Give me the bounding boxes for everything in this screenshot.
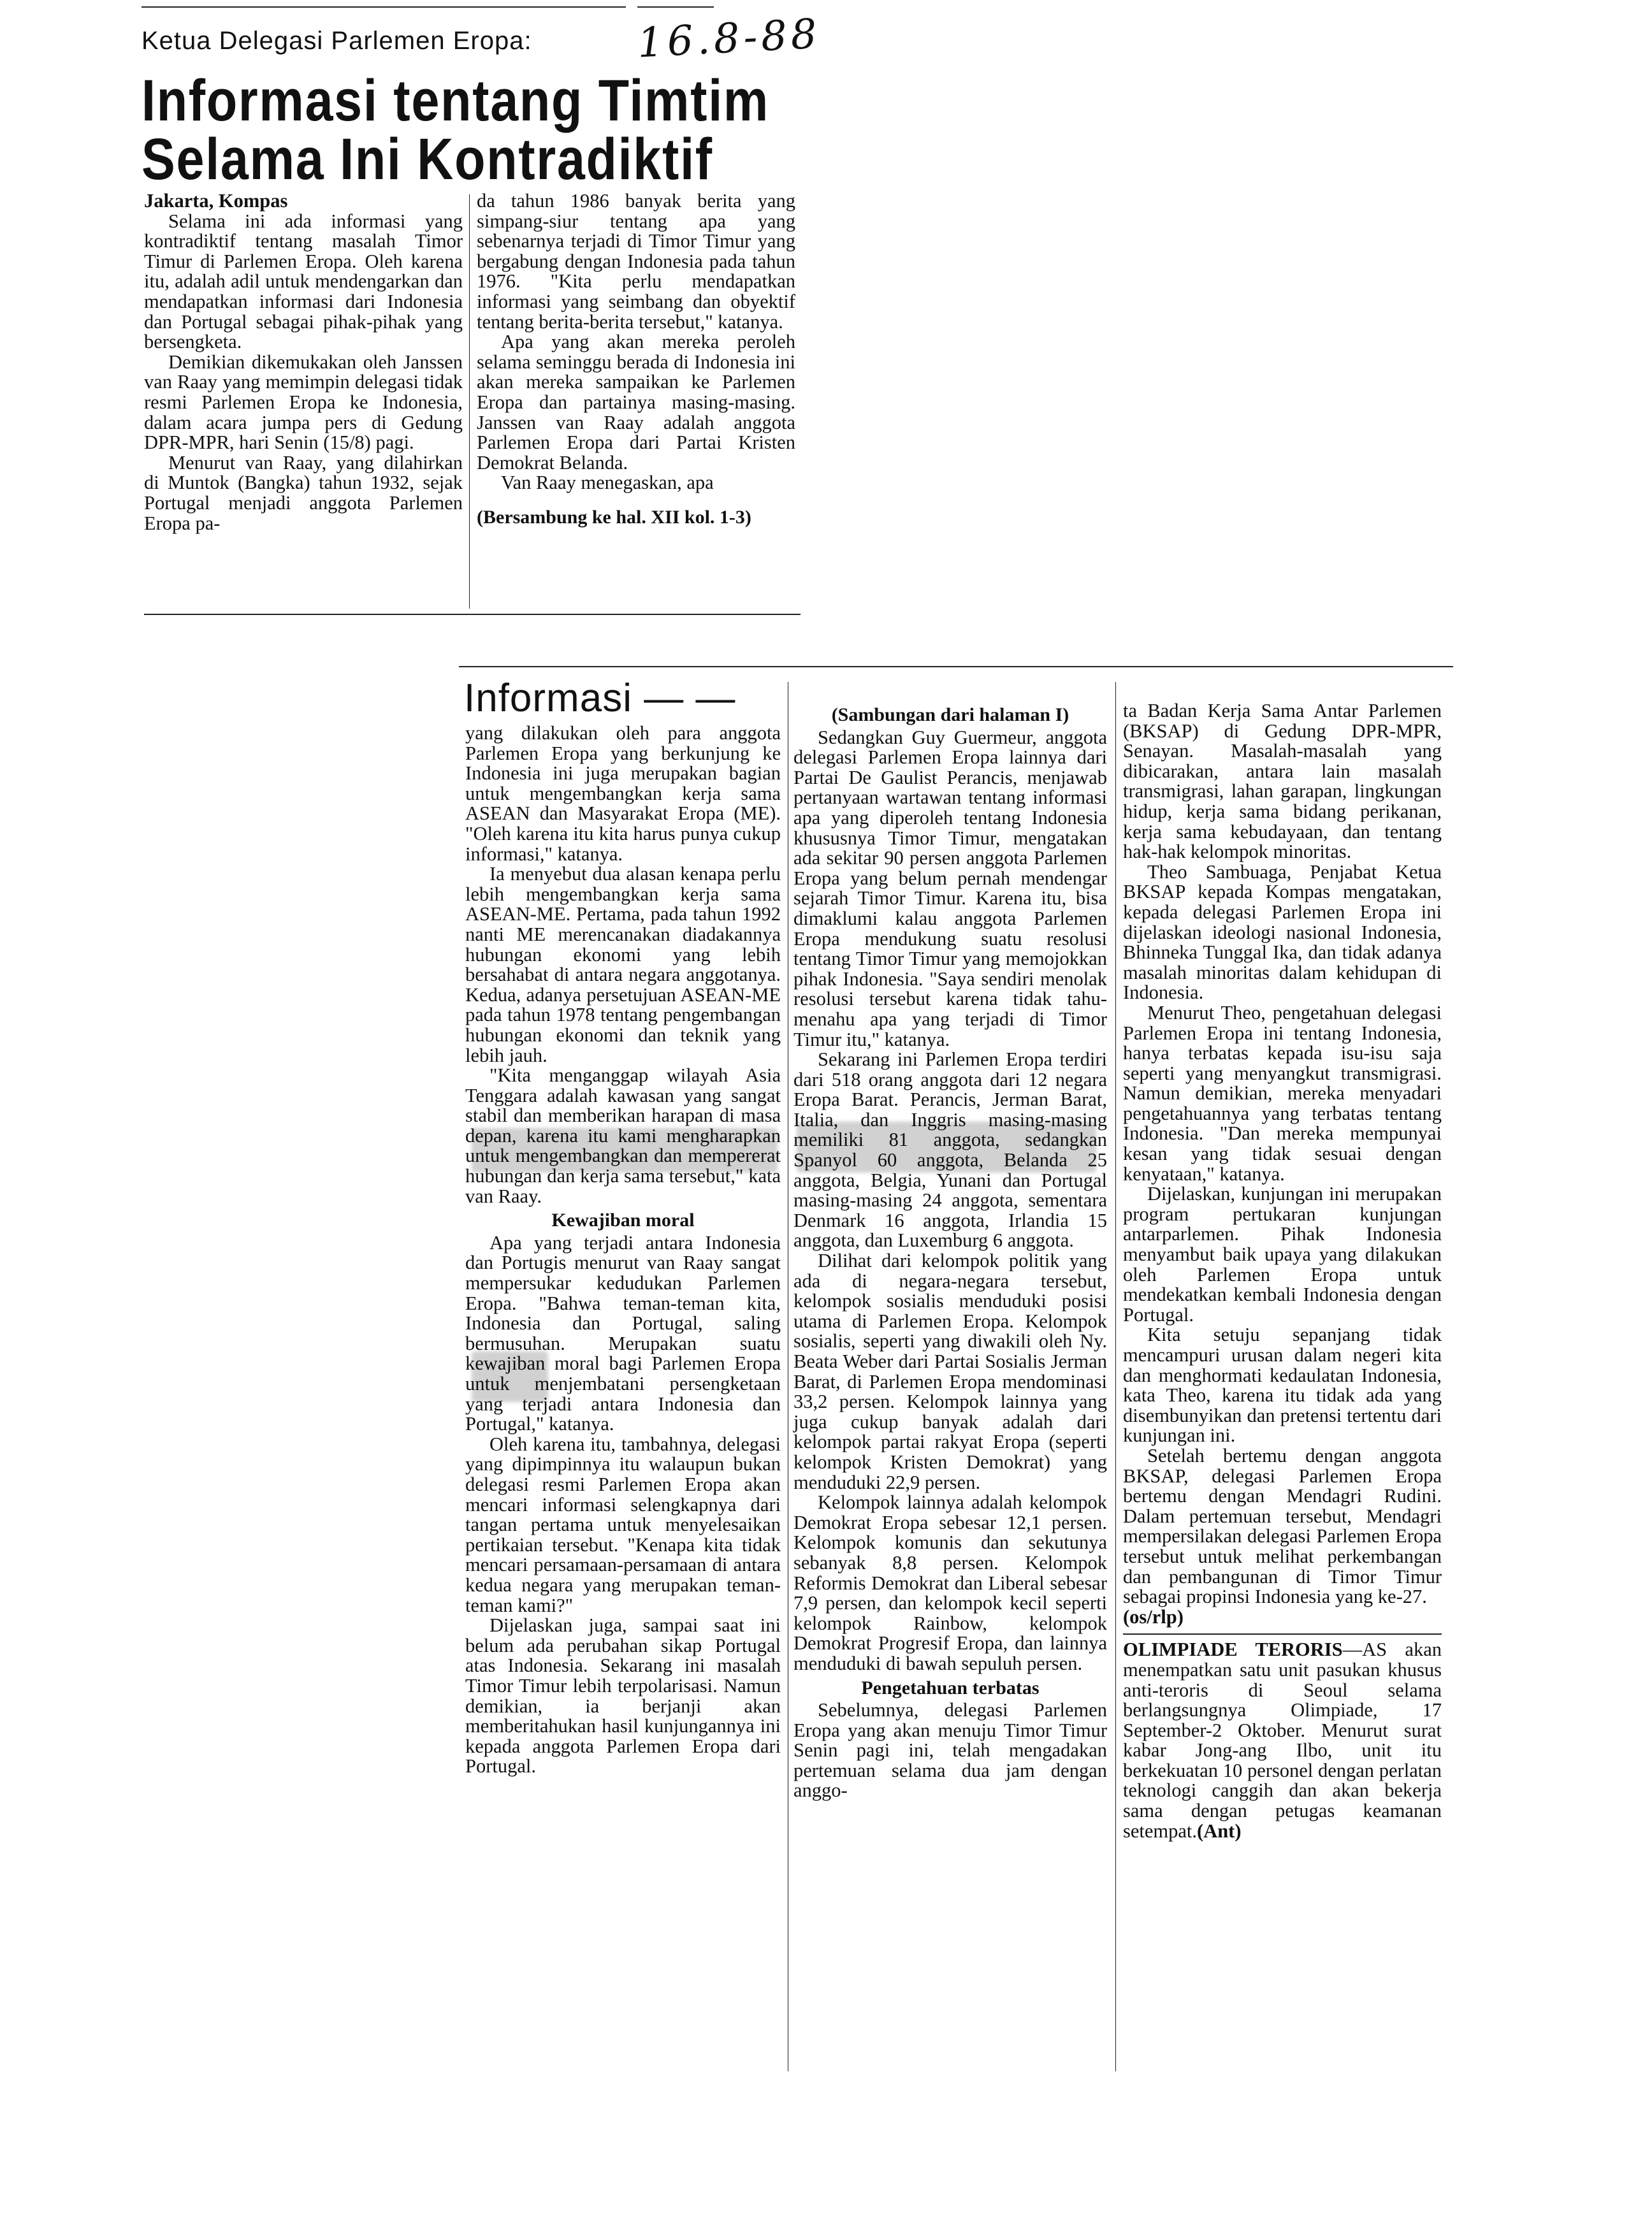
brief-divider [1123,1633,1442,1635]
dateline: Jakarta, Kompas [144,190,288,212]
paragraph: Van Raay menegaskan, apa [501,472,714,494]
cont-top-rule [459,666,1453,667]
column-divider [469,194,470,609]
paragraph: yang dilakukan oleh para anggota Parlemen Eropa yang berkunjung ke Indonesia ini juga merupakan bagian untuk mengembangkan kerja sama ASEAN dan Masyarakat Eropa (ME). "Oleh karena itu kita harus punya cukup informasi," katanya. [465,722,781,865]
paragraph: Kita setuju sepanjang tidak mencampuri urusan dalam negeri kita dan menghormati kedaulatan Indonesia, kata Theo, karena itu tidak ada yang disembunyikan dan pretensi tertentu dari kunjungan ini. [1123,1324,1442,1447]
paragraph: Dilihat dari kelompok politik yang ada di negara-negara tersebut, kelompok sosialis menduduki posisi utama di Parlemen Eropa. Kelompok sosialis, seperti yang diwakili oleh Ny. Beata Weber dari Partai Sosialis Jerman Barat, di Parlemen Eropa mendominasi 33,2 persen. Kelompok lainnya yang juga cukup banyak adalah dari kelompok partai rakyat Eropa (seperti kelompok Kristen Demokrat) yang menduduki 22,9 persen. [793,1250,1107,1493]
continued-from-header: (Sambungan dari halaman I) [831,704,1069,725]
top-rule-left [141,6,626,8]
paragraph: Apa yang akan mereka peroleh selama seminggu berada di Indonesia ini akan mereka sampaikan ke Parlemen Eropa dan partainya masing-masing. Janssen van Raay adalah anggota Parlemen Eropa dari Partai Kristen Demokrat Belanda. [477,331,795,474]
paragraph: Dijelaskan juga, sampai saat ini belum ada perubahan sikap Portugal atas Indonesia. Sekarang ini masalah Timor Timur lebih terpolarisasi. Namun demikian, ia berjanji akan memberitahukan hasil kunjungannya ini kepada anggota Parlemen Eropa dari Portugal. [465,1614,781,1777]
ink-smudge [797,1122,1096,1173]
cont-divider-2 [1115,682,1116,2071]
author-sign: (os/rlp) [1123,1605,1184,1628]
brief-text: —AS akan menempatkan satu unit pasukan khusus anti-teroris di Seoul selama berlangsungnya Olimpiade, 17 September-2 Oktober. Menurut surat kabar Jong-ang Ilbo, unit itu berkekuatan 10 personel dengan perlatan teknologi canggih dan akan bekerja sama dengan petugas keamanan setempat. [1123,1639,1442,1842]
paragraph: Ia menyebut dua alasan kenapa perlu lebih mengembangkan kerja sama ASEAN-ME. Pertama, pada tahun 1992 nanti ME merencanakan diadakannya hubungan ekonomi yang lebih bersahabat di antara negara anggotanya. Kedua, adanya persetujuan ASEAN-ME pada tahun 1978 tentang pengembangan hubungan ekonomi dan teknik yang lebih jauh. [465,863,781,1066]
paragraph: ta Badan Kerja Sama Antar Parlemen (BKSAP) di Gedung DPR-MPR, Senayan. Masalah-masalah yang dibicarakan, antara lain masalah transmigrasi, lahan garapan, lingkungan hidup, kerja sama bidang perikanan, kerja sama kebudayaan, dan tentang hak-hak kelompok minoritas. [1123,700,1442,863]
paragraph: Demikian dikemukakan oleh Janssen van Raay yang memimpin delegasi tidak resmi Parlemen Eropa ke Indonesia, dalam acara jumpa pers di Gedung DPR-MPR, hari Senin (15/8) pagi. [144,351,463,454]
cont-column-2 [793,701,1107,1801]
paragraph: Menurut van Raay, yang dilahirkan di Muntok (Bangka) tahun 1932, sejak Portugal menjadi anggota Parlemen Eropa pa- [144,451,463,534]
paragraph: Kelompok lainnya adalah kelompok Demokrat Eropa sebesar 12,1 persen. Kelompok komunis dan sekutunya sebanyak 8,8 persen. Kelompok Reformis Demokrat dan Liberal sebesar 7,9 persen, dan kelompok kecil seperti kelompok Rainbow, kelompok Demokrat Progresif Eropa, dan lainnya menduduki di bawah sepuluh persen. [793,1491,1107,1674]
paragraph: Sebelumnya, delegasi Parlemen Eropa yang akan menuju Timor Timur Senin pagi ini, telah mengadakan pertemuan selama dua jam dengan anggo- [793,1699,1107,1802]
paragraph: Apa yang terjadi antara Indonesia dan Portugis menurut van Raay sangat mempersukar kedudukan Parlemen Eropa. "Bahwa teman-teman kita, Indonesia dan Portugal, saling bermusuhan. Merupakan suatu kewajiban moral bagi Parlemen Eropa untuk menjembatani persengketaan yang terjadi antara Indonesia dan Portugal," katanya. [465,1231,781,1435]
paragraph: Theo Sambuaga, Penjabat Ketua BKSAP kepada Kompas mengatakan, kepada delegasi Parlemen Eropa ini dijelaskan ideologi nasional Indonesia, Bhinneka Tunggal Ika, dan tidak adanya masalah minoritas dalam kehidupan di Indonesia. [1123,860,1442,1004]
top-rule-right [637,6,714,8]
brief-sign: (Ant) [1197,1820,1242,1842]
paragraph: da tahun 1986 banyak berita yang simpang-siur tentang apa yang sebenarnya terjadi di Timor Timur yang bergabung dengan Indonesia pada tahun 1976. "Kita perlu mendapatkan informasi yang seimbang dan obyektif tentang berita-berita tersebut," katanya. [477,190,795,333]
paragraph: Setelah bertemu dengan anggota BKSAP, delegasi Parlemen Eropa bertemu dengan Mendagri Rudini. Dalam pertemuan tersebut, Mendagri mempersilakan delegasi Parlemen Eropa tersebut untuk melihat perkembangan dan pembangunan di Timor Timur sebagai propinsi Indonesia yang ke-27. [1123,1444,1442,1608]
paragraph: Dijelaskan, kunjungan ini merupakan program pertukaran kunjungan antarparlemen. Pihak Indonesia menyambut baik upaya yang dilakukan oleh Parlemen Eropa untuk mendekatkan kembali Indonesia dengan Portugal. [1123,1183,1442,1326]
news-brief [1123,1640,1442,1841]
paragraph: "Kita menganggap wilayah Asia Tenggara adalah kawasan yang sangat stabil dan memberikan harapan di masa depan, karena itu kami mengharapkan untuk mengembangkan dan mempererat hubungan dan kerja sama tersebut," kata van Raay. [465,1064,781,1207]
continuation-title: Informasi — — [464,676,736,720]
continued-note: (Bersambung ke hal. XII kol. 1-3) [477,506,751,528]
ink-smudge [472,1351,548,1402]
front-column-2 [477,191,795,528]
front-column-1 [144,191,463,533]
ink-smudge [472,1128,778,1173]
cont-column-3 [1123,701,1442,1841]
brief-lead: OLIMPIADE TERORIS [1123,1639,1343,1661]
paragraph: Selama ini ada informasi yang kontradiktif tentang masalah Timor Timur di Parlemen Eropa. Oleh karena itu, adalah adil untuk mendengarkan dan mendapatkan informasi dari Indonesia dan Portugal sebagai pihak-pihak yang bersengketa. [144,210,463,353]
cont-column-1 [465,723,781,1777]
kicker: Ketua Delegasi Parlemen Eropa: [141,27,532,55]
paragraph: Menurut Theo, pengetahuan delegasi Parlemen Eropa ini tentang Indonesia, hanya terbatas kepada isu-isu saja seperti yang menyangkut transmigrasi. Namun demikian, mereka menyadari pengetahuannya yang terbatas tentang Indonesia. "Dan mereka mempunyai kesan yang tidak sesuai dengan kenyataan," katanya. [1123,1001,1442,1185]
paragraph: Oleh karena itu, tambahnya, delegasi yang dipimpinnya itu walaupun bukan delegasi resmi Parlemen Eropa akan mencari informasi selengkapnya dari tangan pertama untuk menyelesaikan pertikaian tersebut. "Kenapa kita tidak mencari persamaan-persamaan di antara kedua negara yang merupakan teman-teman kami?" [465,1433,781,1616]
headline-line-2: Selama Ini Kontradiktif [141,127,713,192]
front-bottom-rule [144,614,801,615]
handwritten-date: 16.8-88 [636,10,822,68]
paragraph: Sedangkan Guy Guermeur, anggota delegasi Parlemen Eropa lainnya dari Partai De Gaulist Perancis, menjawab pertanyaan wartawan tentang informasi apa yang diperoleh tentang Indonesia khususnya Timor Timur, mengatakan ada sekitar 90 persen anggota Parlemen Eropa yang belum pernah mendengar sejarah Timor Timur. Karena itu, bisa dimaklumi kalau anggota Parlemen Eropa mendukung suatu resolusi tentang Timor Timur yang memojokkan pihak Indonesia. "Saya sendiri menolak resolusi tersebut karena tidak tahu-menahu apa yang terjadi di Timor Timur itu," katanya. [793,726,1107,1050]
headline-line-1: Informasi tentang Timtim [141,68,769,133]
subheading-kewajiban-moral: Kewajiban moral [551,1210,695,1231]
subheading-pengetahuan-terbatas: Pengetahuan terbatas [861,1677,1040,1698]
paragraph: Sekarang ini Parlemen Eropa terdiri dari 518 orang anggota dari 12 negara Eropa Barat. Perancis, Jerman Barat, Italia, dan Inggris masing-masing memiliki 81 anggota, sedangkan Spanyol 60 anggota, Belanda 25 anggota, Belgia, Yunani dan Portugal masing-masing 24 anggota, sementara Denmark 16 anggota, Irlandia 15 anggota, dan Luxemburg 6 anggota. [793,1048,1107,1252]
